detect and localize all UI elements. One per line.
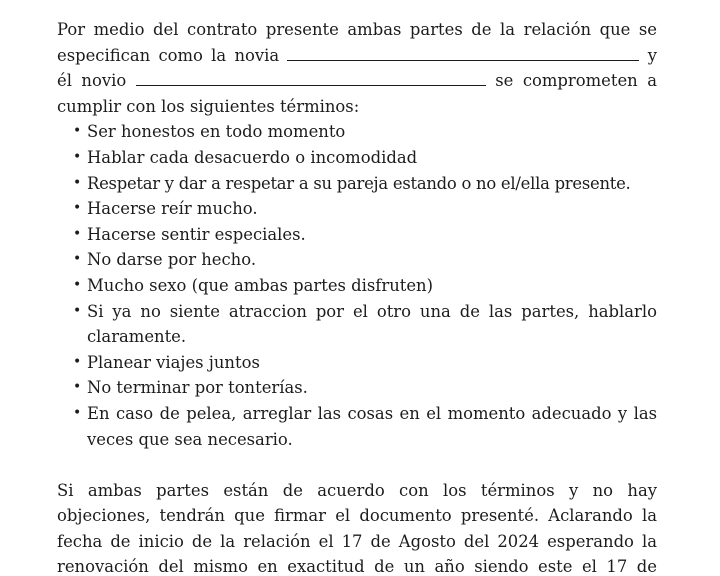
comprometen-text: se comprometen a: [495, 71, 657, 91]
term-text: Respetar y dar a respetar a su pareja estando o no el/ella presente.: [87, 173, 631, 193]
term-text: Hablar cada desacuerdo o incomodidad: [87, 147, 418, 167]
list-item: [57, 375, 657, 401]
intro-line: Por medio del contrato presente ambas partes de la relación que se: [57, 20, 657, 39]
term-text: Planear viajes juntos: [87, 352, 260, 372]
novia-label: especifican como la novia: [57, 45, 280, 65]
list-item: [57, 401, 657, 452]
bullet-icon: •: [73, 174, 82, 191]
bullet-icon: •: [73, 404, 82, 421]
list-item: [57, 273, 657, 299]
intro-paragraph: [57, 17, 657, 119]
bullet-icon: •: [73, 379, 82, 396]
closing-paragraph: [57, 478, 657, 576]
intro-line: cumplir con los siguientes términos:: [57, 96, 360, 116]
closing-line: renovación del mismo en exactitud de un año siendo este el 17 de: [57, 557, 657, 576]
novia-name-blank[interactable]: [287, 46, 639, 61]
term-text: No darse por hecho.: [87, 250, 257, 270]
term-text: Hacerse sentir especiales.: [87, 224, 306, 244]
term-text: Hacerse reír mucho.: [87, 199, 258, 219]
term-text-continued: claramente.: [87, 327, 187, 347]
list-item: [57, 350, 657, 376]
bullet-icon: •: [73, 353, 82, 370]
term-text: En caso de pelea, arreglar las cosas en el momento adecuado y las: [87, 403, 657, 423]
term-text: Mucho sexo (que ambas partes disfruten): [87, 275, 433, 295]
term-text: No terminar por tonterías.: [87, 378, 308, 398]
novio-name-blank[interactable]: [136, 71, 486, 86]
terms-list: [57, 119, 657, 452]
list-item: [57, 299, 657, 350]
term-text-continued: veces que sea necesario.: [87, 429, 293, 449]
list-item: [57, 247, 657, 273]
term-text: Si ya no siente atraccion por el otro una de las partes, hablarlo: [87, 301, 657, 321]
list-item: [57, 119, 657, 145]
bullet-icon: •: [73, 148, 82, 165]
bullet-icon: •: [73, 302, 82, 319]
list-item: [57, 171, 657, 197]
y-connector: y: [647, 45, 657, 65]
bullet-icon: •: [73, 251, 82, 268]
intro-line-novio: [57, 68, 657, 94]
bullet-icon: •: [73, 225, 82, 242]
list-item: [57, 196, 657, 222]
closing-line: Si ambas partes están de acuerdo con los términos y no hay: [57, 480, 657, 500]
closing-line: objeciones, tendrán que firmar el documento presenté. Aclarando la: [57, 506, 657, 526]
document-body: [57, 17, 657, 576]
bullet-icon: •: [73, 200, 82, 217]
bullet-icon: •: [73, 276, 82, 293]
term-text: Ser honestos en todo momento: [87, 122, 346, 142]
intro-line-novia: [57, 43, 657, 69]
list-item: [57, 145, 657, 171]
list-item: [57, 222, 657, 248]
novio-label: él novio: [57, 71, 127, 91]
bullet-icon: •: [73, 123, 82, 140]
closing-line: fecha de inicio de la relación el 17 de Agosto del 2024 esperando la: [57, 531, 657, 551]
